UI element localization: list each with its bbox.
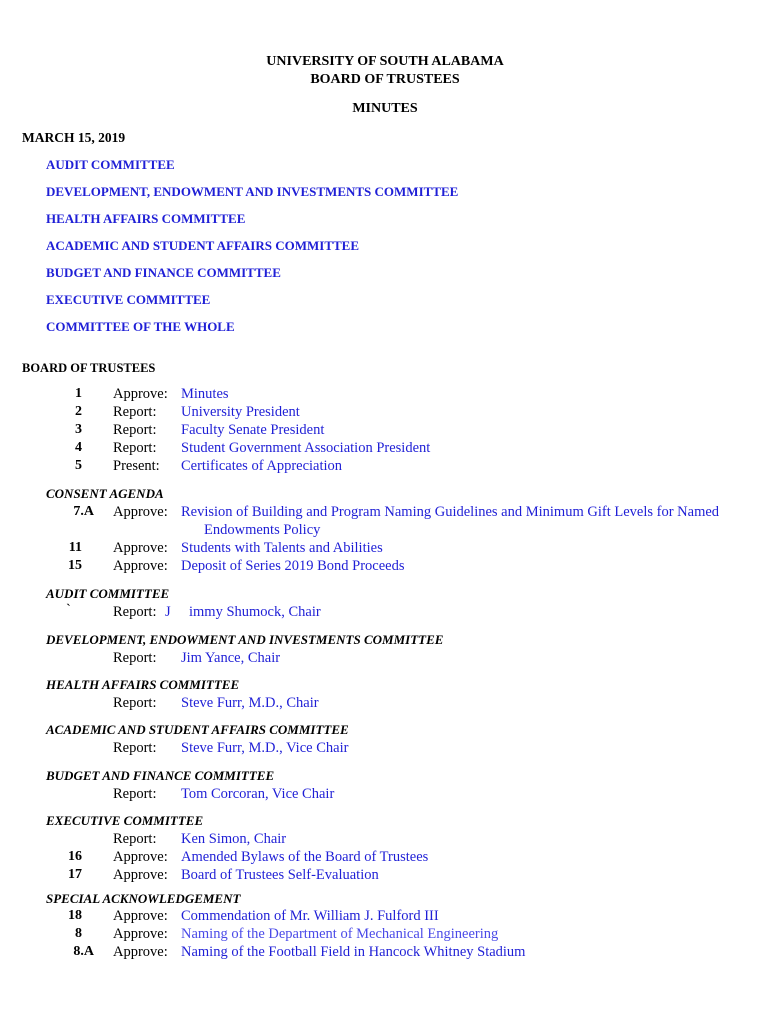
academic-section-title: ACADEMIC AND STUDENT AFFAIRS COMMITTEE xyxy=(46,722,349,737)
item-link[interactable]: Steve Furr, M.D., Vice Chair xyxy=(181,740,349,756)
item-link[interactable]: Certificates of Appreciation xyxy=(181,458,343,474)
item-number: ` xyxy=(66,602,71,618)
item-label: Report: xyxy=(113,404,157,420)
item-link[interactable]: Faculty Senate President xyxy=(181,422,325,438)
link-committee-of-the-whole[interactable]: COMMITTEE OF THE WHOLE xyxy=(46,319,235,334)
item-link[interactable]: Jim Yance, Chair xyxy=(181,650,281,666)
meeting-date: MARCH 15, 2019 xyxy=(22,130,126,145)
item-label: Report: xyxy=(113,695,157,711)
item-number: 3 xyxy=(75,422,82,437)
item-number: 8.A xyxy=(73,944,94,959)
audit-section-title: AUDIT COMMITTEE xyxy=(46,586,170,601)
item-link[interactable]: Student Government Association President xyxy=(181,440,431,456)
item-number: 15 xyxy=(68,558,82,573)
item-link[interactable]: J xyxy=(165,604,171,620)
item-link[interactable]: University President xyxy=(181,404,300,420)
health-section-title: HEALTH AFFAIRS COMMITTEE xyxy=(46,677,240,692)
item-number: 2 xyxy=(75,404,82,419)
item-label: Approve: xyxy=(113,908,168,924)
item-link[interactable]: immy Shumock, Chair xyxy=(189,604,321,620)
item-number: 11 xyxy=(68,540,82,555)
item-link[interactable]: Ken Simon, Chair xyxy=(181,831,287,847)
item-number: 18 xyxy=(68,908,82,923)
item-number: 1 xyxy=(75,386,82,401)
special-section-title: SPECIAL ACKNOWLEDGEMENT xyxy=(46,891,241,906)
item-link[interactable]: Tom Corcoran, Vice Chair xyxy=(181,786,335,802)
item-number: 7.A xyxy=(73,504,94,519)
item-link[interactable]: Revision of Building and Program Naming Guidelines and Minimum Gift Levels for Named xyxy=(181,504,720,520)
item-label: Report: xyxy=(113,740,157,756)
development-section-title: DEVELOPMENT, ENDOWMENT AND INVESTMENTS COMMITTEE xyxy=(46,632,444,647)
item-label: Report: xyxy=(113,422,157,438)
item-link[interactable]: Minutes xyxy=(181,386,229,402)
item-link[interactable]: Naming of the Football Field in Hancock Whitney Stadium xyxy=(181,944,526,960)
item-label: Approve: xyxy=(113,926,168,942)
item-link-continuation[interactable]: Endowments Policy xyxy=(204,522,321,538)
item-link[interactable]: Students with Talents and Abilities xyxy=(181,540,383,556)
item-number: 5 xyxy=(75,458,82,473)
item-number: 16 xyxy=(68,849,82,864)
item-label: Present: xyxy=(113,458,160,474)
item-label: Approve: xyxy=(113,849,168,865)
item-link[interactable]: Deposit of Series 2019 Bond Proceeds xyxy=(181,558,405,574)
link-health-affairs-committee[interactable]: HEALTH AFFAIRS COMMITTEE xyxy=(46,211,246,226)
item-label: Report: xyxy=(113,604,157,620)
item-label: Report: xyxy=(113,786,157,802)
university-title: UNIVERSITY OF SOUTH ALABAMA xyxy=(266,54,504,69)
item-label: Approve: xyxy=(113,504,168,520)
item-link[interactable]: Commendation of Mr. William J. Fulford III xyxy=(181,908,439,924)
link-development-committee[interactable]: DEVELOPMENT, ENDOWMENT AND INVESTMENTS COMMITTEE xyxy=(46,184,459,199)
item-number: 8 xyxy=(75,926,82,941)
item-link[interactable]: Steve Furr, M.D., Chair xyxy=(181,695,319,711)
link-budget-committee[interactable]: BUDGET AND FINANCE COMMITTEE xyxy=(46,265,281,280)
item-link[interactable]: Naming of the Department of Mechanical Engineering xyxy=(181,926,499,942)
item-label: Approve: xyxy=(113,944,168,960)
item-label: Report: xyxy=(113,831,157,847)
item-link[interactable]: Amended Bylaws of the Board of Trustees xyxy=(181,849,429,865)
board-title: BOARD OF TRUSTEES xyxy=(310,72,460,87)
executive-section-title: EXECUTIVE COMMITTEE xyxy=(46,813,204,828)
item-label: Approve: xyxy=(113,386,168,402)
link-executive-committee[interactable]: EXECUTIVE COMMITTEE xyxy=(46,292,211,307)
item-number: 4 xyxy=(75,440,82,455)
consent-agenda-title: CONSENT AGENDA xyxy=(46,486,164,501)
board-section-title: BOARD OF TRUSTEES xyxy=(22,361,156,375)
item-number: 17 xyxy=(68,867,82,882)
item-label: Report: xyxy=(113,650,157,666)
link-audit-committee[interactable]: AUDIT COMMITTEE xyxy=(46,157,175,172)
item-label: Approve: xyxy=(113,558,168,574)
budget-section-title: BUDGET AND FINANCE COMMITTEE xyxy=(46,768,275,783)
item-label: Report: xyxy=(113,440,157,456)
item-label: Approve: xyxy=(113,540,168,556)
item-link[interactable]: Board of Trustees Self-Evaluation xyxy=(181,867,379,883)
link-academic-committee[interactable]: ACADEMIC AND STUDENT AFFAIRS COMMITTEE xyxy=(46,238,359,253)
minutes-title: MINUTES xyxy=(352,101,418,116)
item-label: Approve: xyxy=(113,867,168,883)
